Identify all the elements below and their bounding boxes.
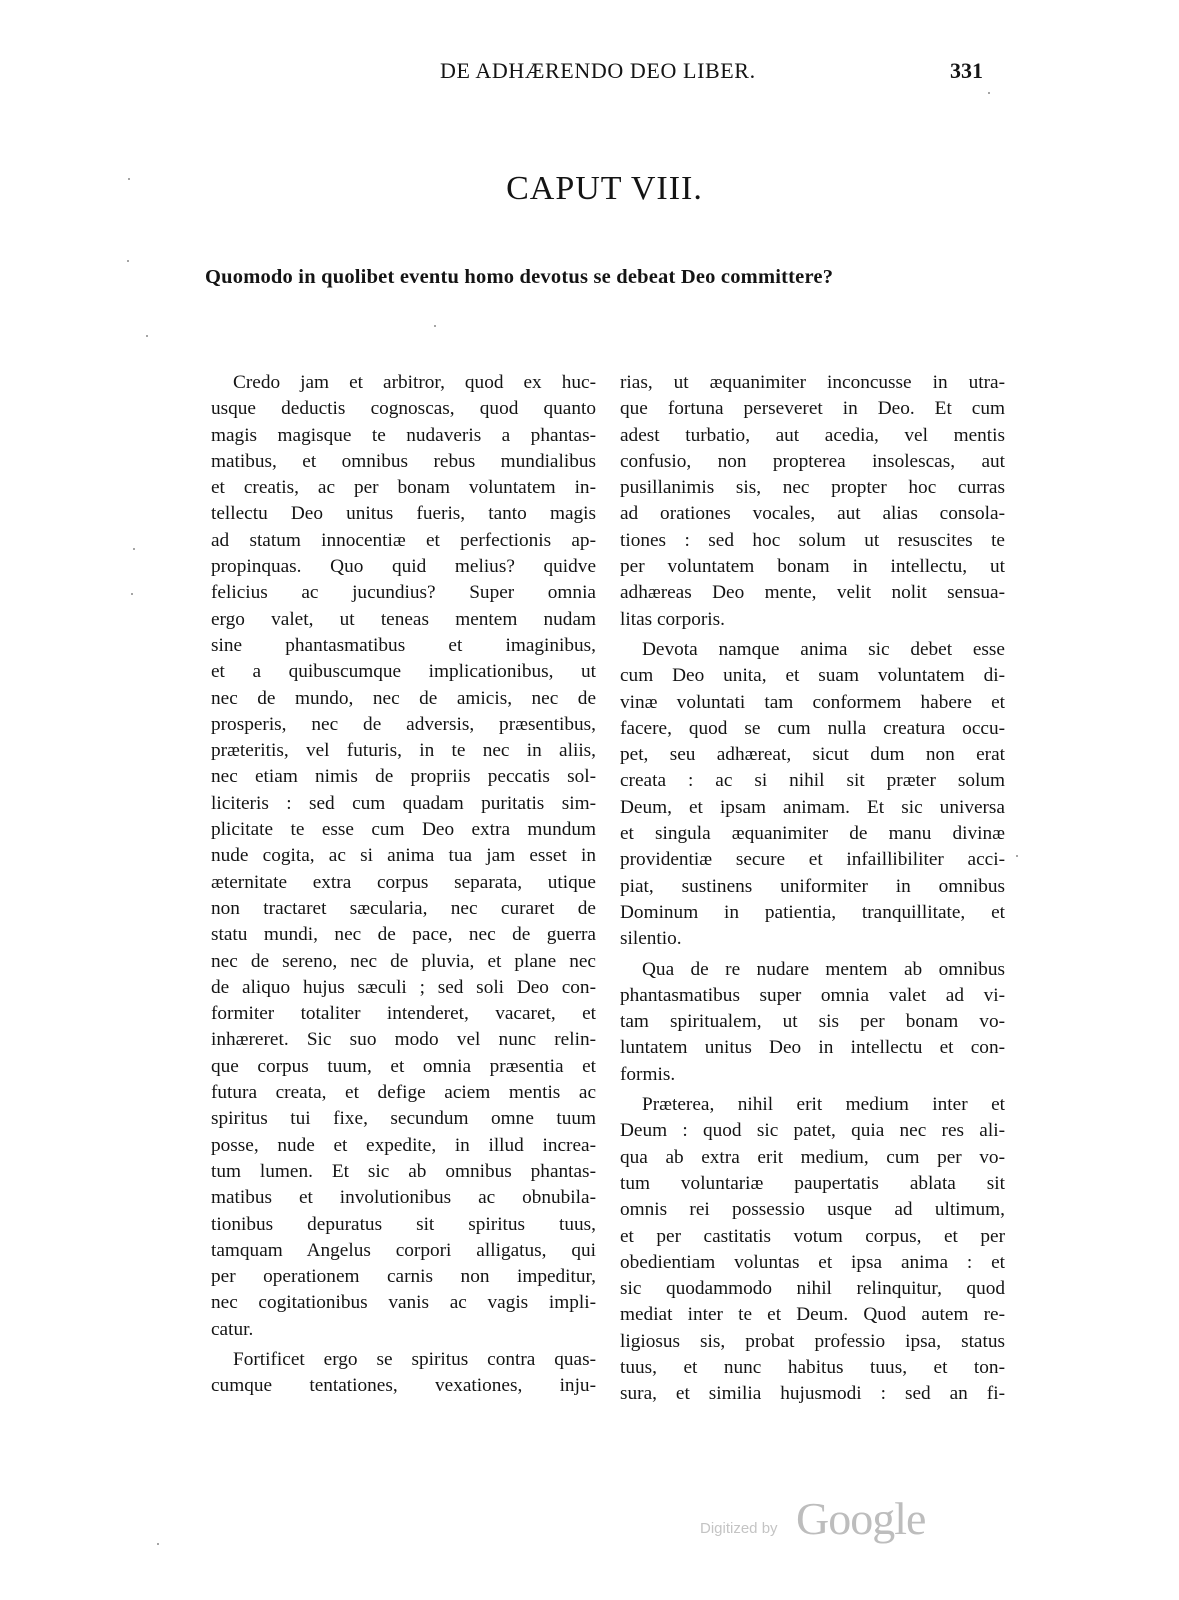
text-line: Credo jam et arbitror, quod ex huc- (233, 372, 596, 393)
text-line: inhæreret. Sic suo modo vel nunc relin- (211, 1029, 596, 1051)
text-line: silentio. (620, 928, 682, 950)
chapter-title: CAPUT VIII. (506, 170, 703, 207)
running-head (0, 58, 1179, 92)
text-line: Præterea, nihil erit medium inter et (642, 1094, 1005, 1116)
text-line: cumque tentationes, vexationes, inju- (211, 1375, 596, 1397)
text-line: formis. (620, 1063, 676, 1085)
text-line: posse, nude et expedite, in illud increa- (211, 1134, 596, 1156)
scan-speck (157, 1543, 159, 1545)
text-line: spiritus tui fixe, secundum omne tuum (211, 1108, 596, 1130)
text-line: litas corporis. (620, 608, 725, 630)
text-line: providentiæ secure et infaillibiliter acci- (620, 849, 1005, 871)
text-line: omnis rei possessio usque ad ultimum, (620, 1199, 1005, 1221)
text-line: per voluntatem bonam in intellectu, ut (620, 556, 1005, 578)
text-line: tum lumen. Et sic ab omnibus phantas- (211, 1160, 596, 1182)
page-number: 331 (950, 58, 983, 83)
text-line: tamquam Angelus corpori alligatus, qui (211, 1239, 596, 1261)
text-line: nec de mundo, nec de amicis, nec de (211, 687, 596, 709)
right-text-column (620, 370, 1005, 1408)
text-line: Qua de re nudare mentem ab omnibus (642, 958, 1005, 980)
text-line: formiter totaliter intenderet, vacaret, et (211, 1003, 596, 1025)
text-line: per operationem carnis non impeditur, (211, 1266, 596, 1288)
text-line: Deum, et ipsam animam. Et sic universa (620, 796, 1005, 818)
text-line: Deum : quod sic patet, quia nec res ali- (620, 1120, 1005, 1142)
text-line: luntatem unitus Deo in intellectu et con- (620, 1037, 1005, 1059)
text-line: et per castitatis votum corpus, et per (620, 1225, 1005, 1247)
text-line: plicitate te esse cum Deo extra mundum (211, 819, 596, 841)
text-line: vinæ voluntati tam conformem habere et (620, 691, 1005, 713)
text-line: matibus, et omnibus rebus mundialibus (211, 450, 596, 472)
running-title: DE ADHÆRENDO DEO LIBER. (440, 58, 756, 83)
text-line: Fortificet ergo se spiritus contra quas- (233, 1348, 596, 1370)
text-line: adest turbatio, aut acedia, vel mentis (620, 424, 1005, 446)
text-line: que fortuna perseveret in Deo. Et cum (620, 398, 1005, 420)
digitized-watermark (700, 1492, 940, 1542)
text-line: usque deductis cognoscas, quod quanto (211, 398, 596, 420)
text-line: ad orationes vocales, aut alias consola- (620, 503, 1005, 525)
text-line: ergo valet, ut teneas mentem nudam (211, 608, 596, 630)
scan-speck (128, 178, 130, 180)
text-line: non tractaret sæcularia, nec curaret de (211, 897, 596, 919)
text-line: mediat inter te et Deum. Quod autem re- (620, 1304, 1005, 1326)
text-line: de aliquo hujus sæculi ; sed soli Deo con- (211, 976, 596, 998)
text-line: piat, sustinens uniformiter in omnibus (620, 875, 1005, 897)
text-line: pet, seu adhæreat, sicut dum non erat (620, 744, 1005, 766)
text-line: tiones : sed hoc solum ut resuscites te (620, 529, 1005, 551)
text-line: propinquas. Quo quid melius? quidve (211, 556, 596, 578)
scan-speck (146, 335, 148, 337)
text-line: prosperis, nec de adversis, præsentibus, (211, 713, 596, 735)
text-line: statu mundi, nec de pace, nec de guerra (211, 924, 596, 946)
text-line: liciteris : sed cum quadam puritatis sim- (211, 792, 596, 814)
text-line: magis magisque te nudaveris a phantas- (211, 424, 596, 446)
scan-speck (434, 325, 436, 327)
text-line: nec etiam nimis de propriis peccatis sol- (211, 766, 596, 788)
watermark-label: Digitized by (700, 1520, 778, 1537)
text-line: felicius ac jucundius? Super omnia (211, 582, 596, 604)
text-line: Devota namque anima sic debet esse (642, 638, 1005, 660)
left-text-column (211, 370, 596, 1400)
text-line: futura creata, et defige aciem mentis ac (211, 1082, 596, 1104)
text-line: Dominum in patientia, tranquillitate, et (620, 901, 1005, 923)
text-line: adhæreas Deo mente, velit nolit sensua- (620, 582, 1005, 604)
text-line: et a quibuscumque implicationibus, ut (211, 661, 596, 683)
text-line: æternitate extra corpus separata, utique (211, 871, 596, 893)
text-line: tam spiritualem, ut sis per bonam vo- (620, 1011, 1005, 1033)
text-line: confusio, non propterea insolescas, aut (620, 450, 1005, 472)
text-line: sine phantasmatibus et imaginibus, (211, 634, 596, 656)
text-line: matibus et involutionibus ac obnubila- (211, 1187, 596, 1209)
text-line: nude cogita, ac si anima tua jam esset in (211, 845, 596, 867)
text-line: tuus, et nunc habitus tuus, et ton- (620, 1356, 1005, 1378)
text-line: rias, ut æquanimiter inconcusse in utra- (620, 372, 1005, 393)
text-line: et creatis, ac per bonam voluntatem in- (211, 477, 596, 499)
text-line: phantasmatibus super omnia valet ad vi- (620, 984, 1005, 1006)
scan-speck (133, 548, 135, 550)
text-line: ad statum innocentiæ et perfectionis ap- (211, 529, 596, 551)
text-line: qua ab extra erit medium, cum per vo- (620, 1146, 1005, 1168)
text-line: tellectu Deo unitus fueris, tanto magis (211, 503, 596, 525)
text-line: sura, et similia hujusmodi : sed an fi- (620, 1383, 1005, 1405)
text-line: pusillanimis sis, nec propter hoc curras (620, 477, 1005, 499)
text-line: tionibus depuratus sit spiritus tuus, (211, 1213, 596, 1235)
text-line: sic quodammodo nihil relinquitur, quod (620, 1278, 1005, 1300)
text-line: obedientiam voluntas et ipsa anima : et (620, 1251, 1005, 1273)
text-line: cum Deo unita, et suam voluntatem di- (620, 665, 1005, 687)
text-line: nec cogitationibus vanis ac vagis impli- (211, 1292, 596, 1314)
text-line: nec de sereno, nec de pluvia, et plane nec (211, 950, 596, 972)
text-line: creata : ac si nihil sit præter solum (620, 770, 1005, 792)
google-logo: Google (796, 1493, 926, 1544)
text-line: ligiosus sis, probat professio ipsa, status (620, 1330, 1005, 1352)
text-line: que corpus tuum, et omnia præsentia et (211, 1055, 596, 1077)
text-line: et singula æquanimiter de manu divinæ (620, 823, 1005, 845)
text-line: tum voluntariæ paupertatis ablata sit (620, 1172, 1005, 1194)
text-line: præteritis, vel futuris, in te nec in aliis, (211, 740, 596, 762)
scan-speck (988, 92, 990, 94)
scan-speck (131, 593, 133, 595)
text-line: facere, quod se cum nulla creatura occu- (620, 717, 1005, 739)
chapter-subtitle: Quomodo in quolibet eventu homo devotus se debeat Deo committere? (205, 266, 834, 288)
scan-speck (1016, 855, 1018, 857)
scan-speck (127, 260, 129, 262)
text-line: catur. (211, 1318, 254, 1340)
